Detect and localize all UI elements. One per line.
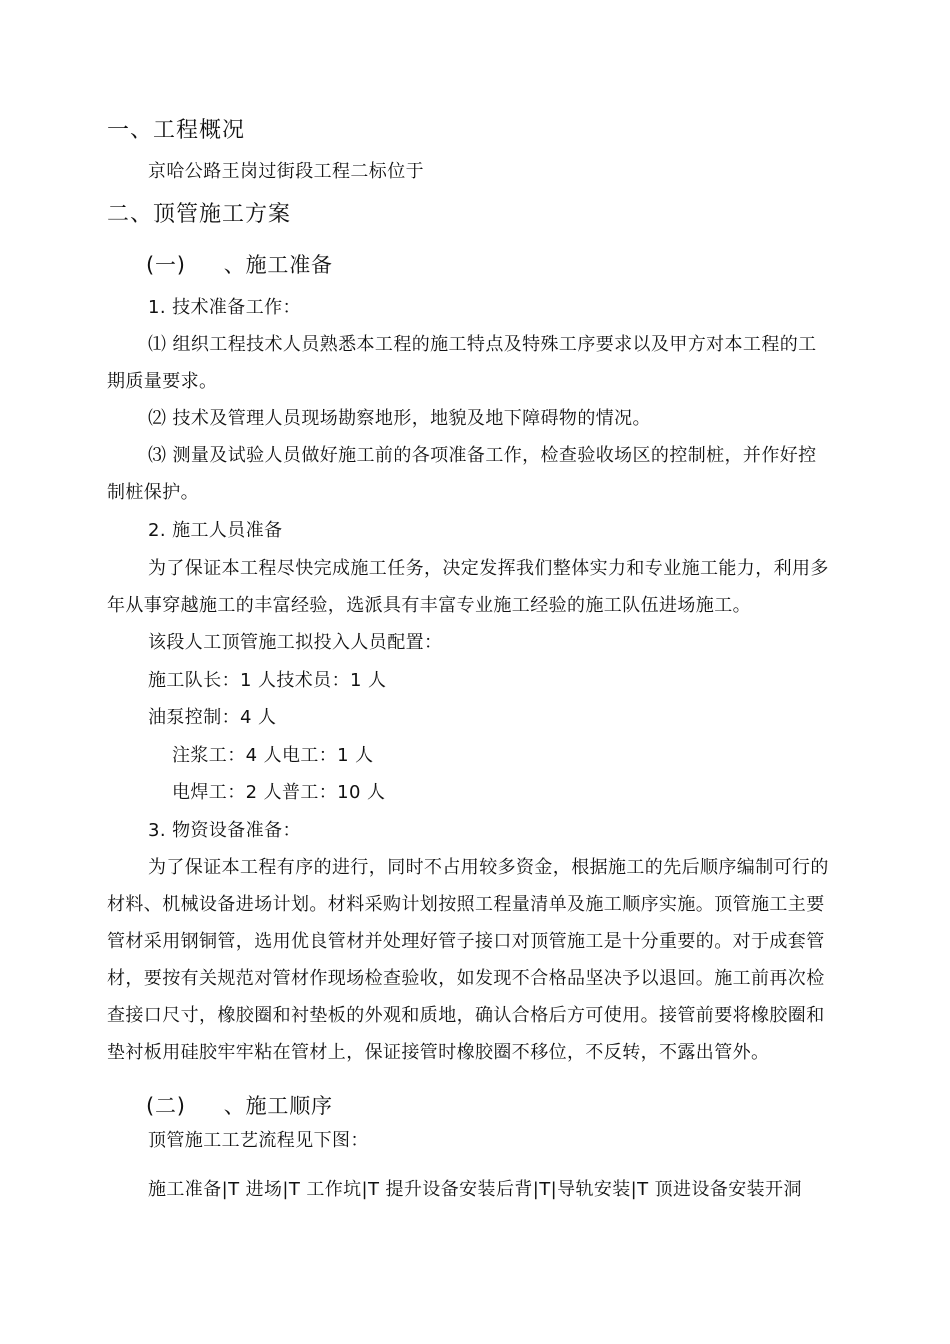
- section2-number: (二): [146, 1094, 186, 1118]
- process-flow-line: 施工准备|T 进场|T 工作坑|T 提升设备安装后背|T|导轨安装|T 顶进设备安装开洞: [148, 1179, 802, 1200]
- para-6-line-6: 垫衬板用硅胶牢牢粘在管材上，保证接管时橡胶圈不移位，不反转，不露出管外。: [107, 1042, 770, 1063]
- heading-overview: 一、工程概况: [107, 118, 246, 143]
- staff-line-1: 施工队长：1 人技术员：1 人: [148, 670, 387, 691]
- section2-heading: [146, 1092, 333, 1120]
- para-6-line-5: 查接口尺寸，橡胶圈和衬垫板的外观和质地，确认合格后方可使用。接管前要将橡胶圈和: [107, 1005, 825, 1026]
- item-material-prep: 3. 物资设备准备：: [148, 820, 301, 841]
- overview-text: 京哈公路王岗过街段工程二标位于: [148, 161, 424, 182]
- para-4-line-2: 年从事穿越施工的丰富经验，选派具有丰富专业施工经验的施工队伍进场施工。: [107, 595, 751, 616]
- section1-number: (一): [146, 253, 186, 277]
- section2-title: 、施工顺序: [223, 1094, 333, 1118]
- para-4-line-1: 为了保证本工程尽快完成施工任务，决定发挥我们整体实力和专业施工能力，利用多: [148, 558, 829, 579]
- item-tech-prep: 1. 技术准备工作：: [148, 297, 301, 318]
- para-3-line-1: ⑶ 测量及试验人员做好施工前的各项准备工作，检查验收场区的控制桩，并作好控: [148, 445, 817, 466]
- para-6-line-2: 材料、机械设备进场计划。材料采购计划按照工程量清单及施工顺序实施。顶管施工主要: [107, 894, 825, 915]
- para-7: 顶管施工工艺流程见下图：: [148, 1130, 369, 1151]
- section1-title: 、施工准备: [223, 253, 333, 277]
- para-6-line-1: 为了保证本工程有序的进行，同时不占用较多资金，根据施工的先后顺序编制可行的: [148, 857, 829, 878]
- para-6-line-4: 材，要按有关规范对管材作现场检查验收，如发现不合格品坚决予以退回。施工前再次检: [107, 968, 825, 989]
- para-2: ⑵ 技术及管理人员现场勘察地形，地貌及地下障碍物的情况。: [148, 408, 651, 429]
- para-5: 该段人工顶管施工拟投入人员配置：: [148, 632, 443, 653]
- para-3-line-2: 制桩保护。: [107, 482, 199, 503]
- item-staff-prep: 2. 施工人员准备: [148, 520, 283, 541]
- para-6-line-3: 管材采用钢铜管，选用优良管材并处理好管子接口对顶管施工是十分重要的。对于成套管: [107, 931, 825, 952]
- section1-heading: [146, 251, 333, 279]
- para-1-line-1: ⑴ 组织工程技术人员熟悉本工程的施工特点及特殊工序要求以及甲方对本工程的工: [148, 334, 817, 355]
- heading-plan: 二、顶管施工方案: [107, 202, 292, 227]
- staff-line-2: 油泵控制：4 人: [148, 707, 277, 728]
- staff-line-4: 电焊工：2 人普工：10 人: [172, 782, 386, 803]
- staff-line-3: 注浆工：4 人电工：1 人: [172, 745, 374, 766]
- para-1-line-2: 期质量要求。: [107, 371, 218, 392]
